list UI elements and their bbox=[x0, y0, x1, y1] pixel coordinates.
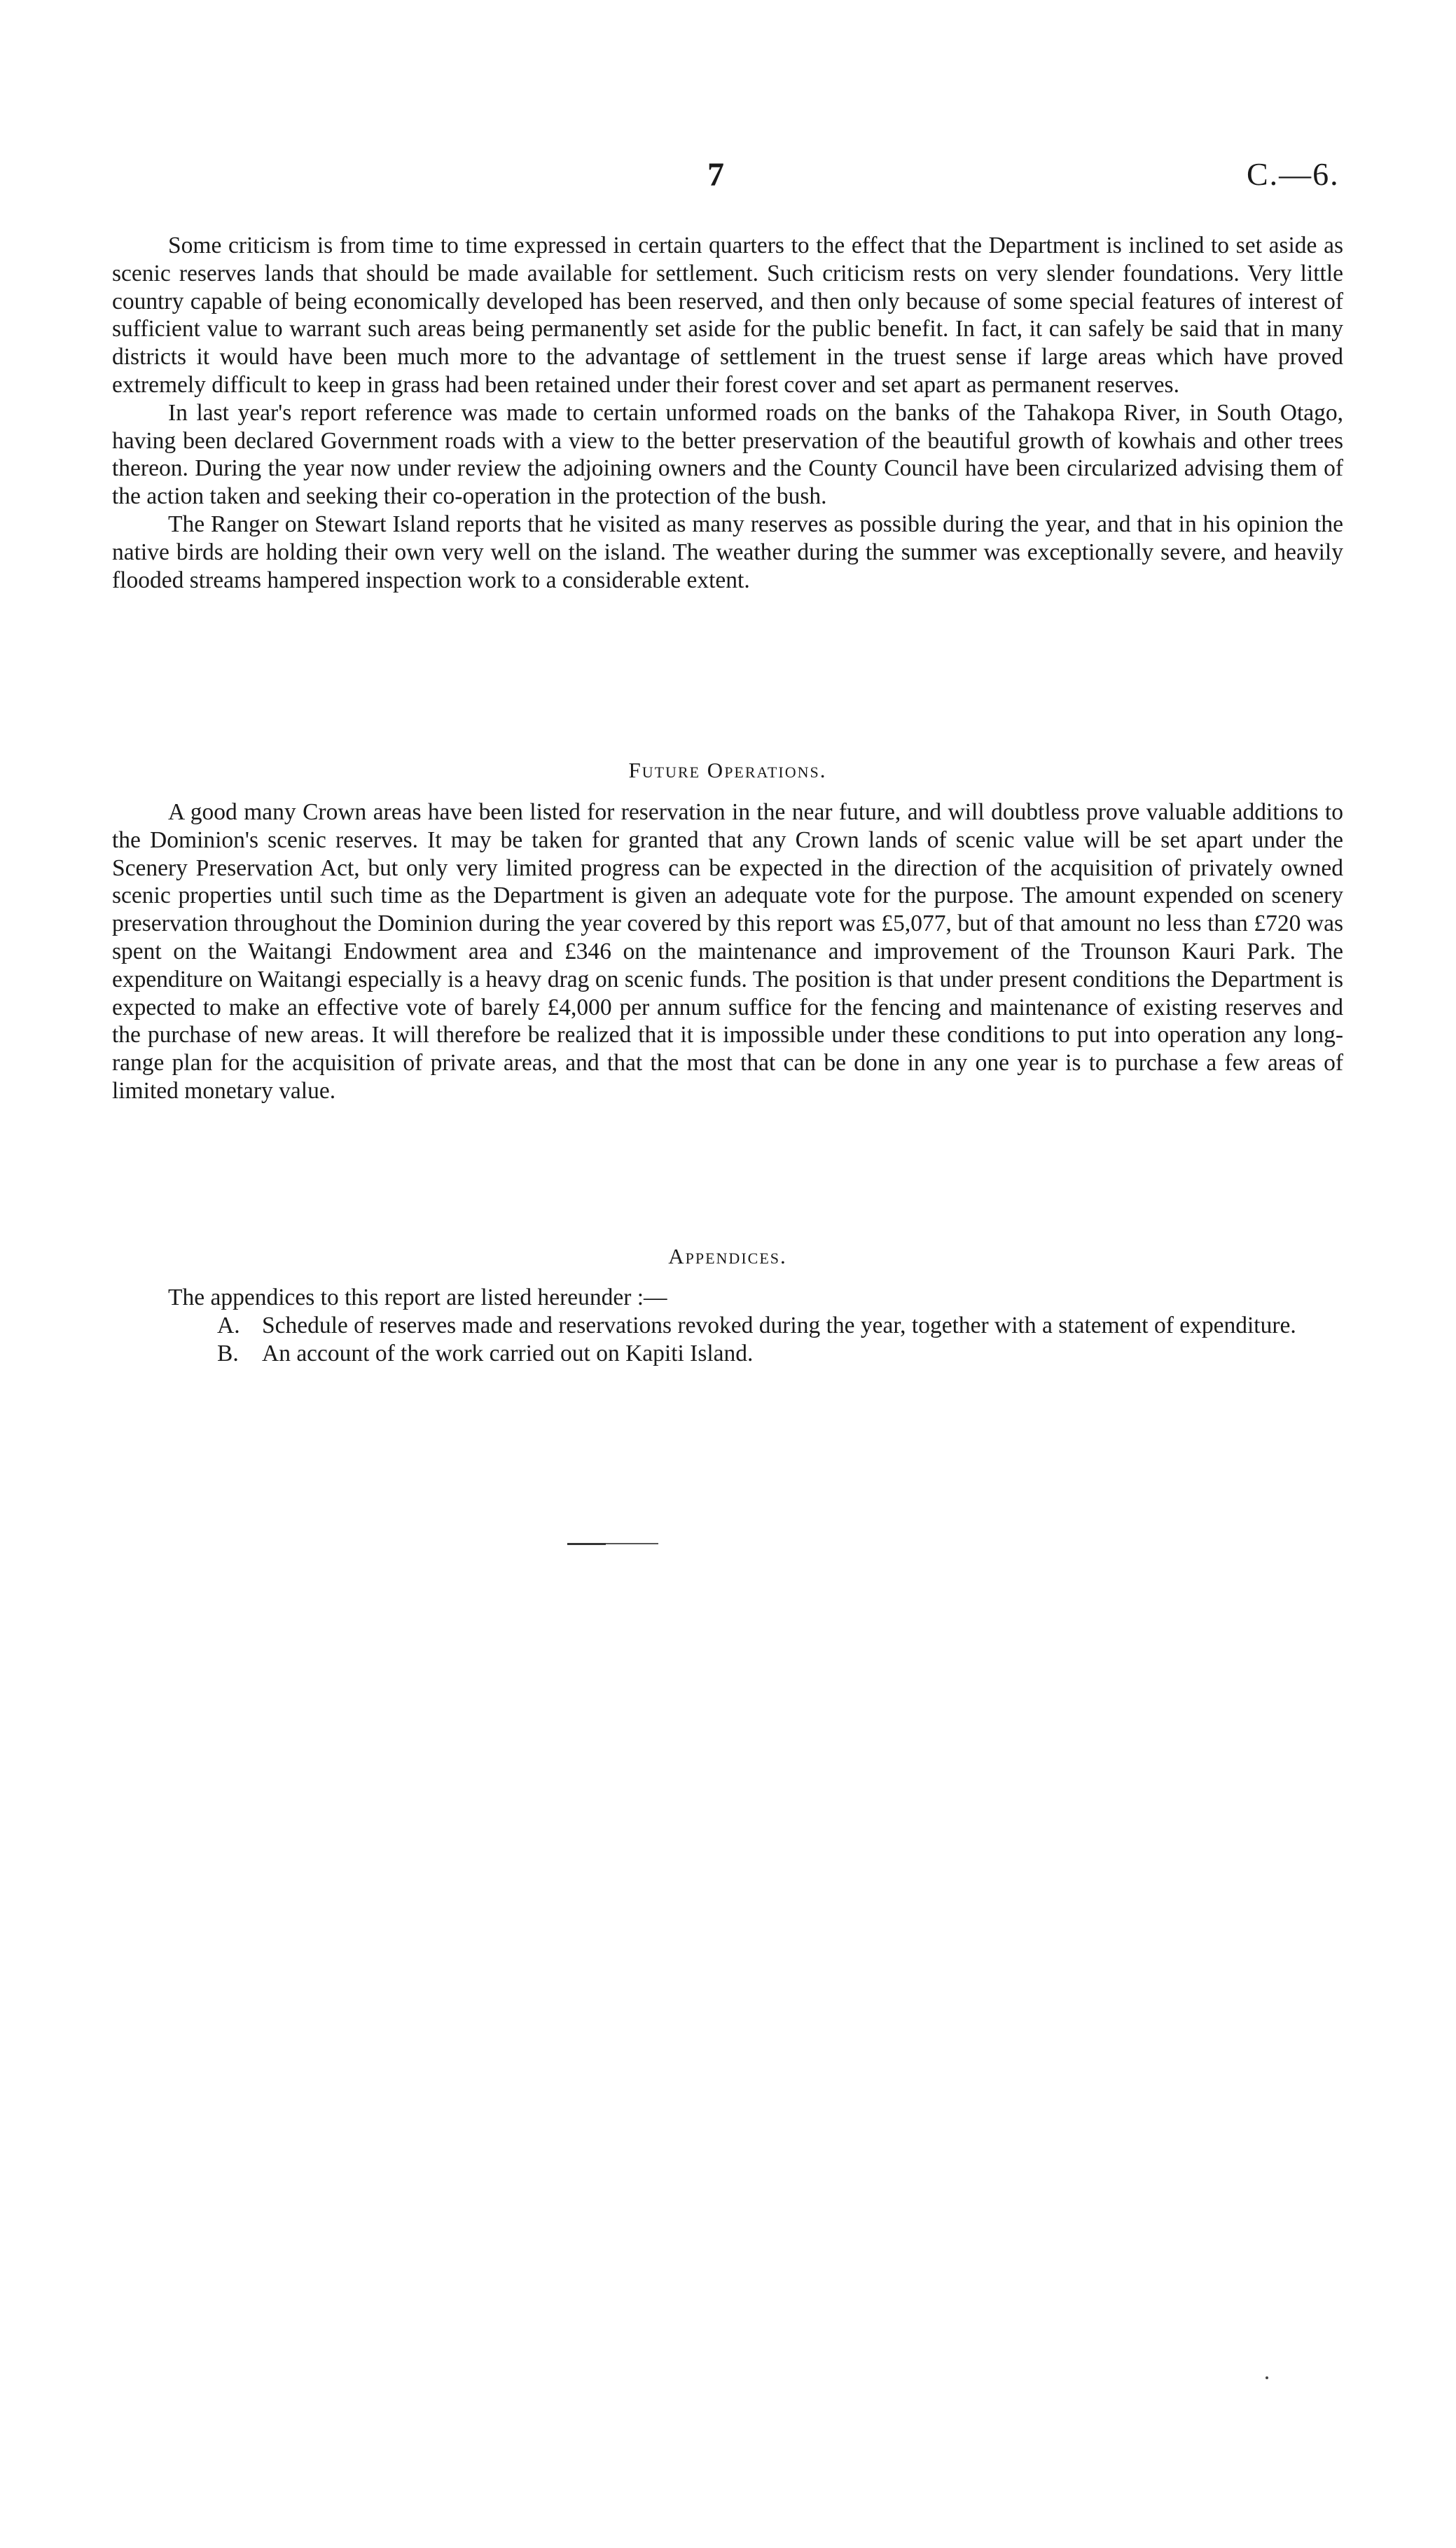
appendix-item-b bbox=[217, 1340, 1343, 1368]
paragraph-future-operations: A good many Crown areas have been listed for reservation in the near future, and will doubtless prove valuable additions to the Dominion's scenic reserves. It may be taken for granted that any Crown lands of scenic value will be set apart under the Scenery Preservation Act, but only very limited progress can be expected in the direction of the acquisition of privately owned scenic properties until such time as the Department is given an adequate vote for the purpose. The amount expended on scenery preservation throughout the Dominion during the year covered by this report was £5,077, but of that amount no less than £720 was spent on the Waitangi Endowment area and £346 on the maintenance and improvement of the Trounson Kauri Park. The expenditure on Waitangi especially is a heavy drag on scenic funds. The position is that under present conditions the Department is expected to make an effective vote of barely £4,000 per annum suffice for the fencing and maintenance of existing reserves and the purchase of new areas. It will therefore be realized that it is impossible under these conditions to put into operation any long-range plan for the acquisition of private areas, and that the most that can be done in any one year is to purchase a few areas of limited monetary value. bbox=[112, 799, 1343, 1104]
intro-paragraphs bbox=[112, 232, 1343, 594]
appendices-heading: Appendices. bbox=[668, 1244, 787, 1268]
future-operations-heading: Future Operations. bbox=[628, 758, 827, 782]
section-divider-accent bbox=[567, 1543, 606, 1545]
appendix-letter: B. bbox=[217, 1341, 239, 1366]
paragraph-criticism: Some criticism is from time to time expressed in certain quarters to the effect that the Department is inclined to set aside as scenic reserves lands that should be made available for settlement. Such criticism rests on very slender foundations. Very little country capable of being economically developed has been reserved, and then only because of some special features of interest of sufficient value to warrant such areas being permanently set aside for the public benefit. In fact, it can safely be said that in many districts it would have been much more to the advantage of settlement in the truest sense if large areas which have proved extremely difficult to keep in grass had been retained under their forest cover and set apart as permanent reserves. bbox=[112, 233, 1343, 398]
future-operations-section bbox=[112, 798, 1343, 1105]
page-number: 7 bbox=[707, 156, 724, 193]
appendix-item-a bbox=[217, 1312, 1343, 1340]
appendix-text: Schedule of reserves made and reservations revoked during the year, together with a statement of expenditure. bbox=[262, 1313, 1296, 1338]
appendix-text: An account of the work carried out on Kapiti Island. bbox=[262, 1341, 754, 1366]
appendix-letter: A. bbox=[217, 1313, 240, 1338]
paragraph-tahakopa-roads: In last year's report reference was made to certain unformed roads on the banks of the Tahakopa River, in South Otago, having been declared Government roads with a view to the better preservation of the beautiful growth of kowhais and other trees thereon. During the year now under review the adjoining owners and the County Council have been circularized advising them of the action taken and seeking their co-operation in the protection of the bush. bbox=[112, 399, 1343, 510]
paragraph-stewart-island: The Ranger on Stewart Island reports that he visited as many reserves as possible during the year, and that in his opinion the native birds are holding their own very well on the island. The weather during the summer was exceptionally severe, and heavily flooded streams hampered inspection work to a considerable extent. bbox=[112, 511, 1343, 593]
print-mark bbox=[1266, 2376, 1268, 2379]
document-reference: C.—6. bbox=[1247, 156, 1340, 192]
appendices-list bbox=[217, 1312, 1343, 1368]
appendices-intro: The appendices to this report are listed hereunder :— bbox=[168, 1285, 667, 1310]
